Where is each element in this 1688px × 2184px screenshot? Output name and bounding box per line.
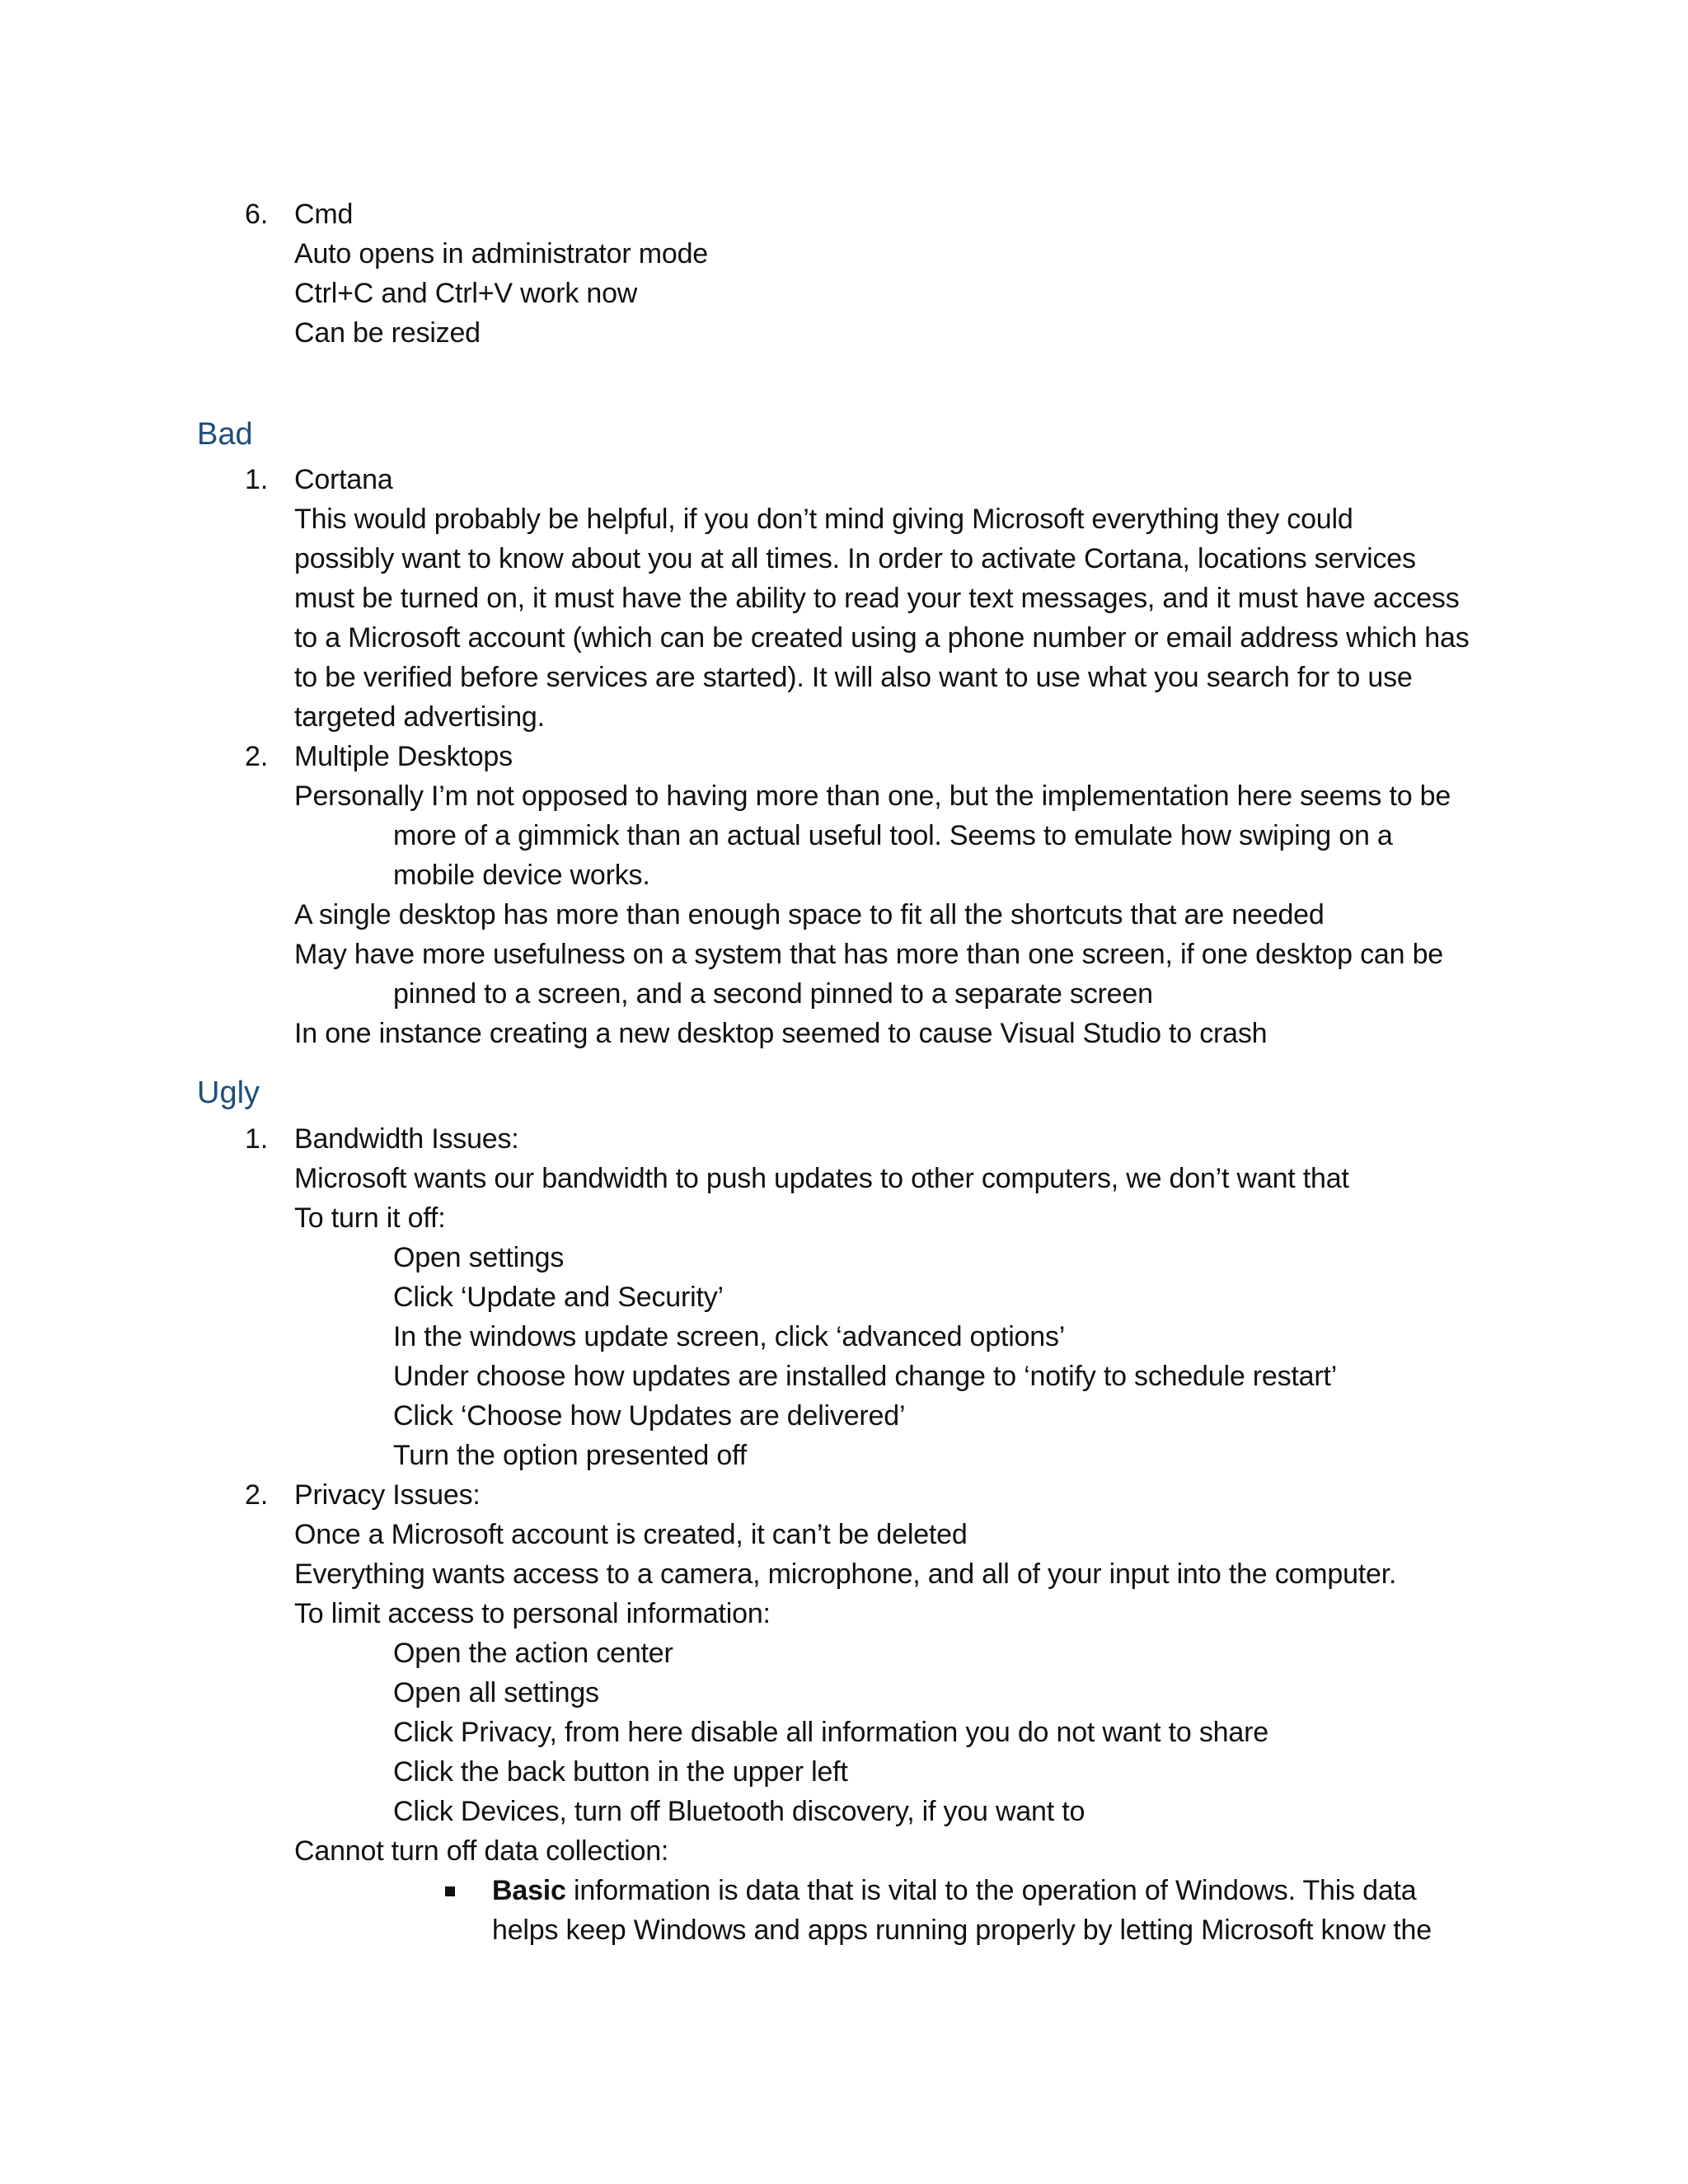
list-item-title: Cmd <box>294 199 354 230</box>
text-line: to a Microsoft account (which can be created using a phone number or email address which has <box>294 622 1470 654</box>
text-line: must be turned on, it must have the ability to read your text messages, and it must have access <box>294 583 1460 614</box>
text-line: Personally I’m not opposed to having more than one, but the implementation here seems to be <box>294 780 1451 812</box>
step-line: Click Privacy, from here disable all information you do not want to share <box>393 1717 1268 1748</box>
list-item-title: Bandwidth Issues: <box>294 1123 519 1155</box>
text-line: pinned to a screen, and a second pinned to a separate screen <box>393 978 1153 1010</box>
section-heading-bad: Bad <box>197 417 253 452</box>
text-line: Cannot turn off data collection: <box>294 1835 669 1867</box>
bullet-text-line: helps keep Windows and apps running properly by letting Microsoft know the <box>492 1915 1432 1946</box>
step-line: Click Devices, turn off Bluetooth discovery, if you want to <box>393 1796 1085 1827</box>
list-number: 6. <box>245 199 269 230</box>
text-line: To turn it off: <box>294 1202 446 1234</box>
text-line: Can be resized <box>294 317 481 349</box>
list-number: 1. <box>245 464 269 495</box>
text-line: mobile device works. <box>393 860 650 891</box>
bold-term: Basic <box>492 1875 566 1906</box>
text-line: This would probably be helpful, if you don’t mind giving Microsoft everything they could <box>294 504 1353 535</box>
bullet-text-line <box>492 1874 1417 1907</box>
bullet-text: information is data that is vital to the operation of Windows. This data <box>565 1875 1417 1906</box>
step-line: Under choose how updates are installed change to ‘notify to schedule restart’ <box>393 1361 1338 1392</box>
text-line: Everything wants access to a camera, microphone, and all of your input into the computer. <box>294 1558 1397 1590</box>
step-line: Open the action center <box>393 1638 673 1669</box>
text-line: Auto opens in administrator mode <box>294 238 708 269</box>
step-line: Click ‘Choose how Updates are delivered’ <box>393 1400 906 1432</box>
text-line: Microsoft wants our bandwidth to push updates to other computers, we don’t want that <box>294 1163 1349 1194</box>
square-bullet-icon <box>445 1886 455 1896</box>
list-item-title: Multiple Desktops <box>294 741 513 772</box>
list-number: 1. <box>245 1123 269 1155</box>
list-number: 2. <box>245 1479 269 1511</box>
step-line: In the windows update screen, click ‘advanced options’ <box>393 1321 1066 1352</box>
step-line: Open settings <box>393 1242 565 1273</box>
text-line: more of a gimmick than an actual useful tool. Seems to emulate how swiping on a <box>393 820 1393 851</box>
step-line: Turn the option presented off <box>393 1440 747 1471</box>
text-line: targeted advertising. <box>294 701 545 733</box>
text-line: Ctrl+C and Ctrl+V work now <box>294 278 638 309</box>
text-line: May have more usefulness on a system that has more than one screen, if one desktop can be <box>294 939 1443 970</box>
text-line: to be verified before services are started). It will also want to use what you search for to use <box>294 662 1413 693</box>
step-line: Open all settings <box>393 1677 599 1708</box>
list-item-title: Privacy Issues: <box>294 1479 481 1511</box>
step-line: Click the back button in the upper left <box>393 1756 848 1788</box>
text-line: possibly want to know about you at all times. In order to activate Cortana, locations services <box>294 543 1416 574</box>
text-line: Once a Microsoft account is created, it can’t be deleted <box>294 1519 968 1550</box>
text-line: A single desktop has more than enough space to fit all the shortcuts that are needed <box>294 899 1325 930</box>
step-line: Click ‘Update and Security’ <box>393 1282 724 1313</box>
section-heading-ugly: Ugly <box>197 1076 260 1110</box>
list-item-title: Cortana <box>294 464 393 495</box>
list-number: 2. <box>245 741 269 772</box>
text-line: To limit access to personal information: <box>294 1598 771 1629</box>
text-line: In one instance creating a new desktop seemed to cause Visual Studio to crash <box>294 1018 1268 1049</box>
